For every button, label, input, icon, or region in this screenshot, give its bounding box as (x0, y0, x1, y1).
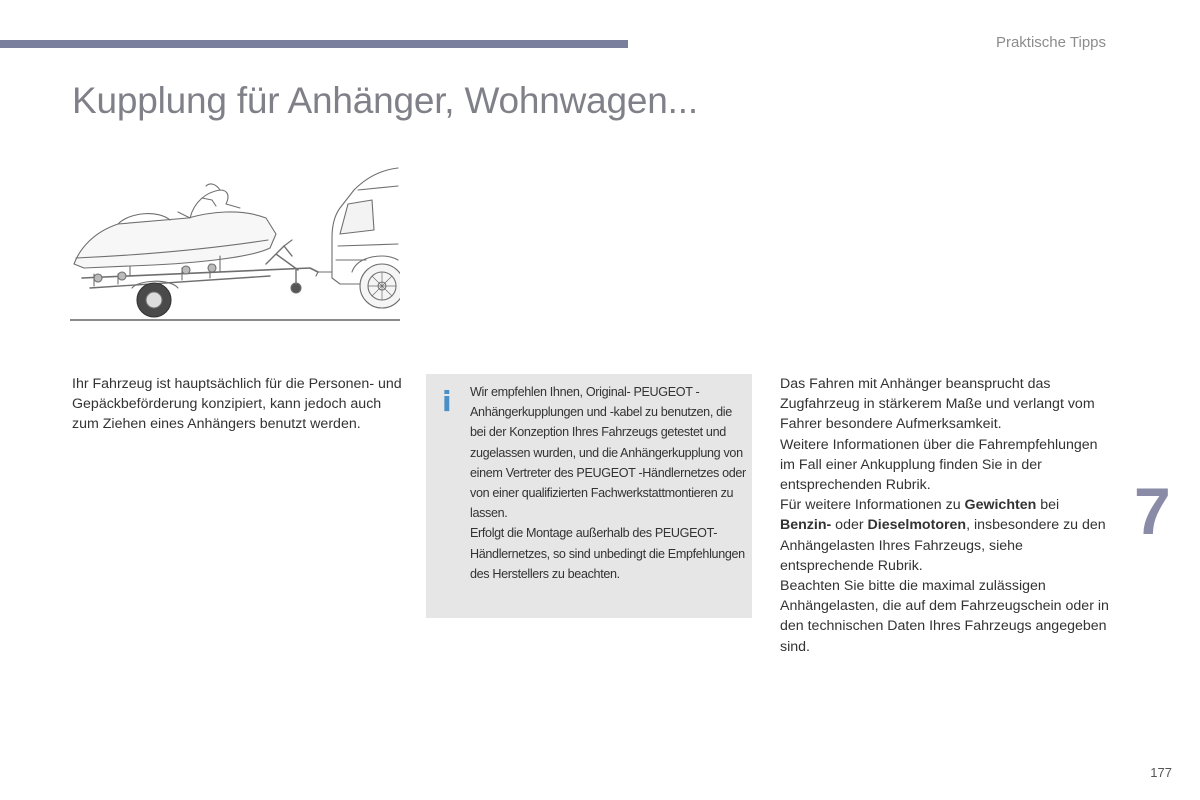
body-paragraph: Das Fahren mit Anhänger beansprucht das Zugfahrzeug in stärkerem Maße und verlangt vom Fahrer besondere Aufmerksamkeit. (780, 376, 1095, 433)
info-box (426, 374, 752, 618)
body-paragraph: Beachten Sie bitte die maximal zulässigen Anhängelasten, die auf dem Fahrzeugschein oder in den technischen Daten Ihres Fahrzeugs angegeben sind. (780, 578, 1109, 655)
page-number: 177 (1150, 765, 1172, 780)
info-paragraph: Wir empfehlen Ihnen, Original- PEUGEOT -Anhängerkupplungen und -kabel zu benutzen, die bei der Konzeption Ihres Fahrzeugs getestet und zugelassen wurden, und die Anhängerkupplung von einem Vertreter des PEUGEOT -Händlernetzes oder von einer qualifizierten Fachwerkstattmontieren zu lassen. (470, 385, 746, 521)
jet-ski-trailer-drawing (70, 160, 400, 325)
trailer-illustration (70, 160, 400, 325)
body-paragraph: Weitere Informationen über die Fahrempfehlungen im Fall einer Ankupplung finden Sie in der entsprechenden Rubrik. (780, 436, 1098, 494)
text-run: bei (1036, 497, 1060, 514)
info-box-text (470, 382, 746, 584)
header-accent-bar (0, 40, 628, 48)
bold-term: Benzin- (780, 517, 832, 534)
section-label: Praktische Tipps (995, 34, 1106, 51)
bold-term: Gewichten (964, 497, 1037, 514)
text-run: oder (831, 517, 868, 534)
body-paragraph-weights (780, 495, 1110, 576)
towing-info-column (780, 374, 1110, 657)
info-paragraph: Erfolgt die Montage außerhalb des PEUGEOT-Händlernetzes, so sind unbedingt die Empfehlungen des Herstellers zu beachten. (470, 526, 745, 581)
text-run: Für weitere Informationen zu (780, 497, 965, 514)
chapter-number: 7 (1134, 474, 1171, 548)
intro-text-column (72, 374, 407, 435)
bold-term: Dieselmotoren (867, 517, 967, 534)
intro-paragraph: Ihr Fahrzeug ist hauptsächlich für die Personen- und Gepäckbeförderung konzipiert, kann jedoch auch zum Ziehen eines Anhängers benutzt werden. (72, 376, 402, 433)
text-run: , insbesondere zu den Anhängelasten Ihres Fahrzeugs, siehe entsprechende Rubrik. (780, 517, 1106, 574)
info-icon: i (442, 385, 452, 418)
page-title: Kupplung für Anhänger, Wohnwagen... (72, 80, 698, 121)
